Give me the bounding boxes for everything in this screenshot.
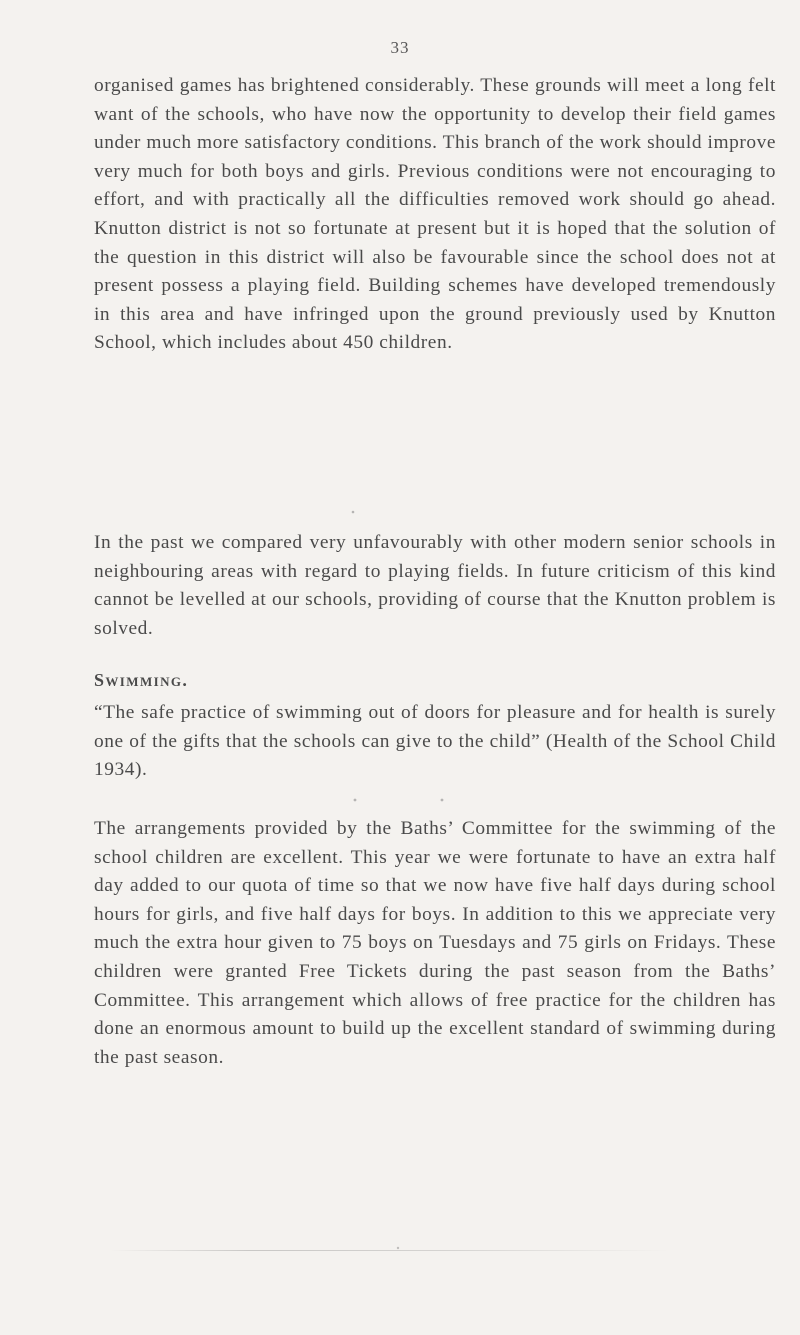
paragraph-comparison: In the past we compared very unfavourably with other modern senior schools in neighbouring areas with regard to playing fields. In future criticism of this kind cannot be levelled at our schools, providing of course that the Knutton problem is solved.: [94, 532, 776, 639]
paragraph-swimming-arrangements: The arrangements provided by the Baths’ Committee for the swimming of the school children are excellent. This year we were fortunate to have an extra half day added to our quota of time so that we now have five half days during school hours for girls, and five half days for boys. In addition to this we appreciate very much the extra hour given to 75 boys on Tuesdays and 75 girls on Fridays. These children were granted Free Tickets during the past season from the Baths’ Committee. This arrangement which allows of free practice for the children has done an enormous amount to build up the excellent standard of swimming during the past season.: [94, 818, 776, 1068]
section-heading-swimming: Swimming.: [94, 670, 189, 690]
bottom-edge-shadow: [110, 1250, 670, 1251]
paragraph-playing-fields: organised games has brightened considerably. These grounds will meet a long felt want of the schools, who have now the opportunity to develop their field games under much more satisfactory conditions. This branch of the work should improve very much for both boys and girls. Previous conditions were not encouraging to effort, and with practically all the difficulties removed work should go ahead. Knutton district is not so fortunate at present but it is hoped that the solution of the question in this district will also be favourable since the school does not at present possess a playing field. Building schemes have developed tremendously in this area and have infringed upon the ground previously used by Knutton School, which includes about 450 children.: [94, 75, 776, 354]
page-number: 33: [390, 38, 410, 57]
paragraph-swimming-quote: “The safe practice of swimming out of doors for pleasure and for health is surely one of the gifts that the schools can give to the child” (Health of the School Child 1934).: [94, 702, 776, 781]
